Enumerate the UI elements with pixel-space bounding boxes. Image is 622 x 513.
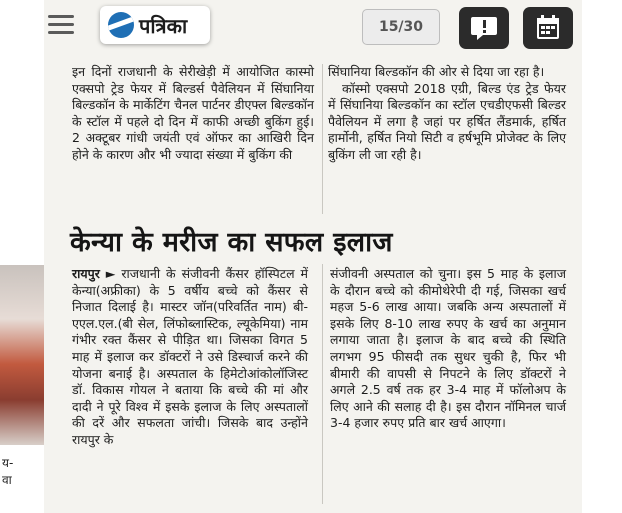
feedback-button[interactable] [459, 7, 509, 49]
page-indicator[interactable]: 15/30 [362, 9, 440, 45]
menu-line [48, 15, 74, 18]
menu-line [48, 31, 74, 34]
column-divider [322, 64, 323, 214]
main-left-column: रायपुर ► राजधानी के संजीवनी कैंसर हॉस्पिटल में केन्या(अफ्रीका) के 5 वर्षीय बच्चे को कैंसर से निजात दिलाई है। मास्टर जॉन(परिवर्तित नाम) बी-एएल.एल.(बी सेल, लिंफोब्लास्टिक, ल्यूकेमिया) नाम गंभीर रक्त कैंसर से पीड़ित था। जिसका विगत 5 माह में इलाज कर डॉक्टरों ने उसे डिस्चार्ज करने की योजना बनाई है। अस्पताल के हिमेटोआंकोलॉजिस्ट डॉ. विकास गोयल ने बताया कि बच्चे की मां और दादी ने पूरे विश्व में इसके इलाज के लिए अस्पतालों की दरें और सफलता जांची। जिसके बाद उन्होंने रायपुर के [72, 266, 308, 447]
top-left-column [72, 64, 314, 164]
top-right-paragraph-1: सिंघानिया बिल्डकॉन की ओर से दिया जा रहा है। [328, 64, 545, 79]
hamburger-menu-button[interactable] [46, 12, 76, 36]
main-right-column [330, 266, 566, 432]
column-divider-bottom [322, 264, 323, 504]
article-headline: केन्या के मरीज का सफल इलाज [70, 227, 393, 258]
dateline: रायपुर [72, 266, 100, 281]
main-right-text: संजीवनी अस्पताल को चुना। इस 5 माह के इलाज के दौरान बच्चे को कीमोथेरेपी दी गई, जिसका खर्च महज 5-6 लाख आया। जबकि अन्य अस्पतालों में इसके लिए 8-10 लाख रुपए के खर्च का अनुमान लगाया जाता है। इलाज के बाद बच्चे की स्थिति लगभग 95 फीसदी तक सुधर चुकी है, फिर भी बीमारी की वापसी से निपटने के लिए डॉक्टरों ने अगले 2.5 वर्ष तक हर 3-4 माह में फॉलोअप के लिए आने की सलाह दी है। इस दौरान नॉमिनल चार्ज 3-4 हजार रुपए प्रति बार खर्च आएगा। [330, 266, 566, 431]
left-margin [0, 0, 44, 513]
cropped-photo [0, 265, 44, 445]
calendar-icon [523, 7, 573, 49]
globe-logo-icon [108, 12, 134, 38]
top-right-paragraph-2: कॉस्मो एक्सपो 2018 एग्री, बिल्ड एंड ट्रेड फेयर में सिंघानिया बिल्डकॉन का स्टॉल एचडीएफसी बिल्डर पैवेलियन में लगा है जहां पर हर्षित लैंडमार्क, हर्षित हार्मोनी, हर्षित नियो सिटी व हर्षभूमि प्रोजेक्ट के लिए बुकिंग ली जा रही है। [328, 80, 566, 162]
top-left-paragraph: इन दिनों राजधानी के सेरीखेड़ी में आयोजित कास्मो एक्सपो ट्रेड फेयर में बिल्डर्स पैवेलियन में सिंघानिया बिल्डकॉन के मार्केटिंग चैनल पार्टनर डीएफ्ल बिल्डकॉन के स्टॉल में पहले दो दिन में काफी अच्छी बुकिंग हुई। 2 अक्टूबर गांधी जयंती एवं ऑफर का आखिरी दिन होने के कारण और भी ज्यादा संख्या में बुकिंग की [72, 64, 314, 162]
logo-text: पत्रिका [139, 13, 188, 38]
patrika-logo[interactable] [100, 6, 210, 44]
message-alert-icon [459, 7, 509, 49]
menu-line [48, 23, 74, 26]
left-text-fragment: य- वा [2, 456, 14, 487]
calendar-button[interactable] [523, 7, 573, 49]
app-top-bar [0, 0, 622, 56]
main-left-text: राजधानी के संजीवनी कैंसर हॉस्पिटल में केन्या(अफ्रीका) के 5 वर्षीय बच्चे को कैंसर से निजात दिलाई है। मास्टर जॉन(परिवर्तित नाम) बी-एएल.एल.(बी सेल, लिंफोब्लास्टिक, ल्यूकेमिया) नाम गंभीर रक्त कैंसर से पीड़ित था। जिसका विगत 5 माह में इलाज कर डॉक्टरों ने उसे डिस्चार्ज करने की योजना बनाई है। अस्पताल के हिमेटोआंकोलॉजिस्ट डॉ. विकास गोयल ने बताया कि बच्चे की मां और दादी ने पूरे विश्व में इसके इलाज के लिए अस्पतालों की दरें और सफलता जांची। जिसके बाद उन्होंने रायपुर के [72, 266, 308, 447]
top-right-column [328, 64, 566, 164]
